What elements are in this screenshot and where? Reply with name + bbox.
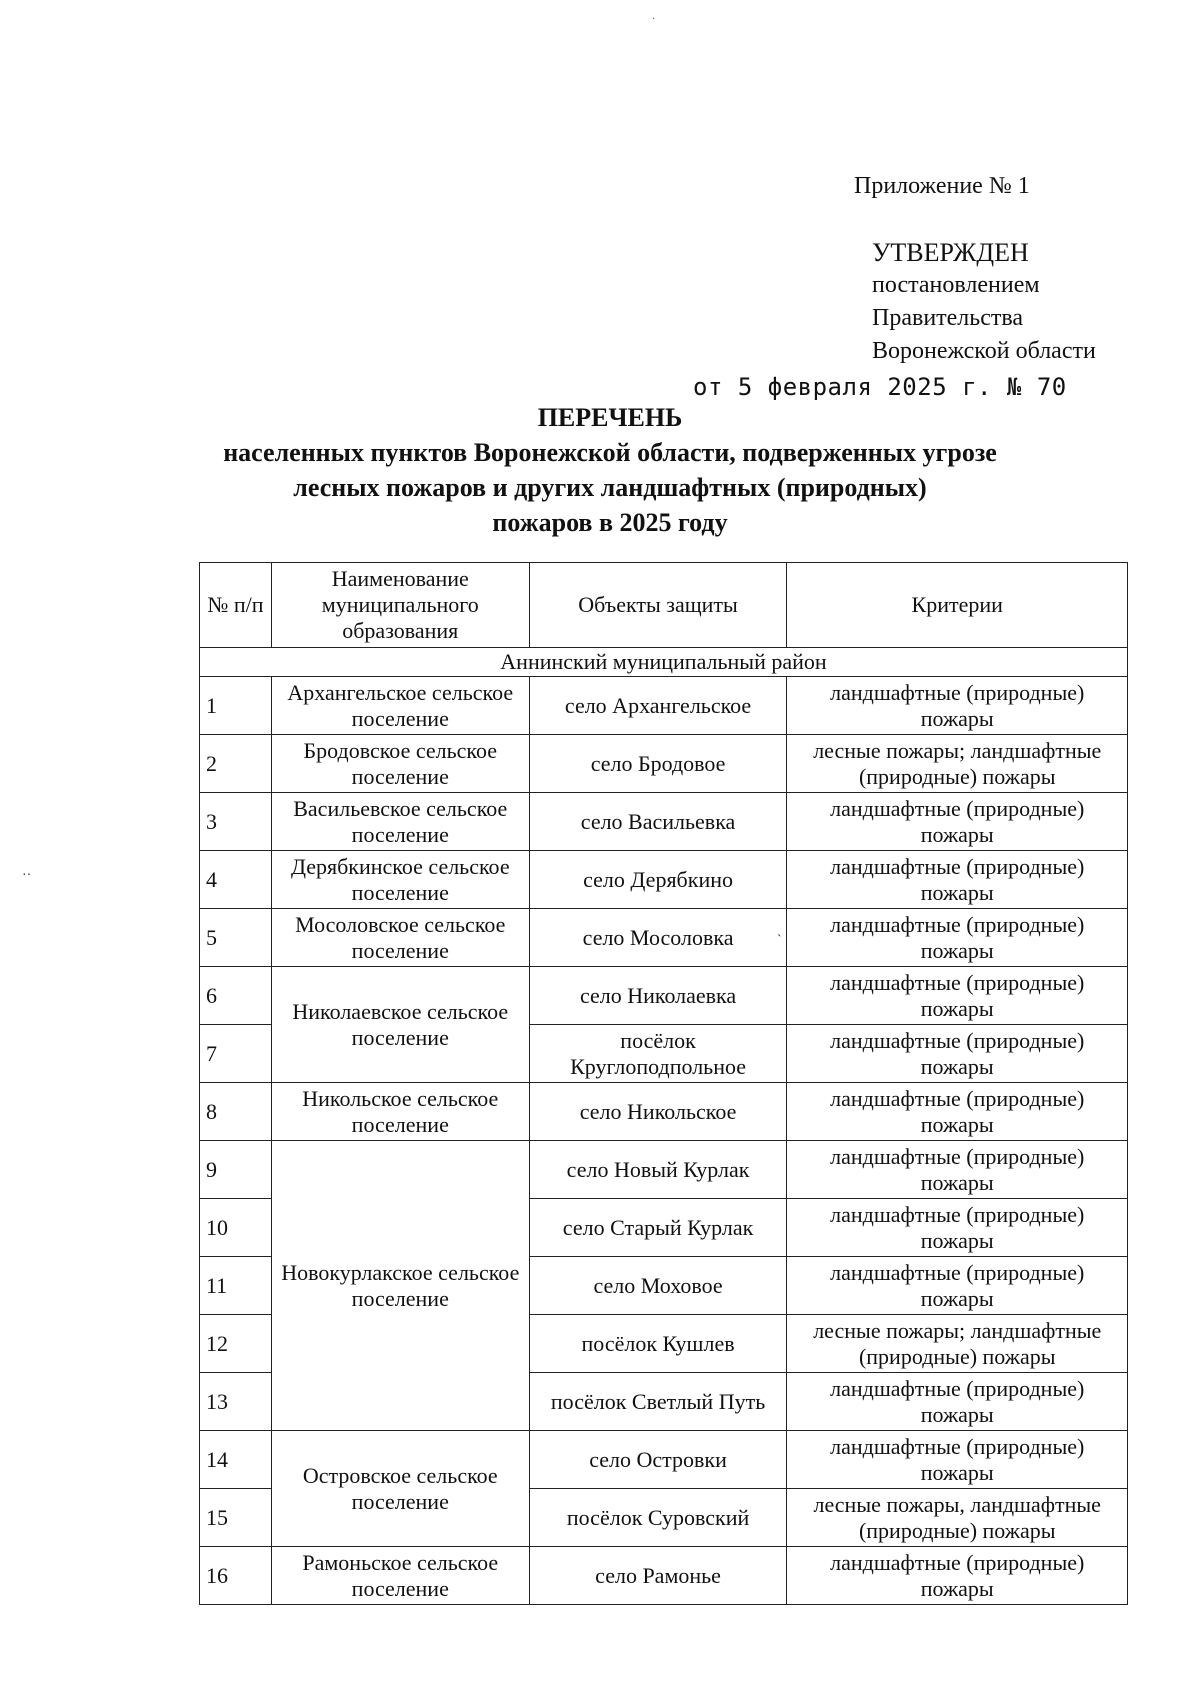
row-number: 15 xyxy=(200,1489,272,1547)
protected-object: село Дерябкино xyxy=(529,851,787,909)
document-title xyxy=(160,400,1060,540)
row-number: 16 xyxy=(200,1547,272,1605)
table-row xyxy=(200,1547,1128,1605)
municipality-name: Никольское сельское поселение xyxy=(271,1083,529,1141)
fire-criteria: ландшафтные (природные) пожары xyxy=(787,1141,1128,1199)
protected-object: посёлок Круглоподпольное xyxy=(529,1025,787,1083)
row-number: 13 xyxy=(200,1373,272,1431)
municipality-name: Архангельское сельское поселение xyxy=(271,677,529,735)
protected-object: село Мосоловка xyxy=(529,909,787,967)
district-name: Аннинский муниципальный район xyxy=(200,648,1128,677)
protected-object: село Островки xyxy=(529,1431,787,1489)
protected-object: село Васильевка xyxy=(529,793,787,851)
table-row xyxy=(200,1141,1128,1199)
protected-object: село Рамонье xyxy=(529,1547,787,1605)
municipality-name: Островское сельское поселение xyxy=(271,1431,529,1547)
municipality-name: Николаевское сельское поселение xyxy=(271,967,529,1083)
row-number: 11 xyxy=(200,1257,272,1315)
row-number: 9 xyxy=(200,1141,272,1199)
table-row xyxy=(200,793,1128,851)
protected-object: село Бродовое xyxy=(529,735,787,793)
protected-object: посёлок Суровский xyxy=(529,1489,787,1547)
approval-date-stamp: от 5 февраля 2025 г. № 70 xyxy=(693,373,1067,401)
district-row xyxy=(200,648,1128,677)
settlements-table xyxy=(199,562,1128,1605)
approval-line: постановлением xyxy=(872,272,1040,298)
protected-object: село Никольское xyxy=(529,1083,787,1141)
table-row xyxy=(200,1083,1128,1141)
row-number: 7 xyxy=(200,1025,272,1083)
protected-object: посёлок Кушлев xyxy=(529,1315,787,1373)
scan-mark: ` xyxy=(777,933,782,948)
protected-object: село Старый Курлак xyxy=(529,1199,787,1257)
municipality-name: Бродовское сельское поселение xyxy=(271,735,529,793)
approval-line: Воронежской области xyxy=(872,338,1096,364)
protected-object: посёлок Светлый Путь xyxy=(529,1373,787,1431)
municipality-name: Васильевское сельское поселение xyxy=(271,793,529,851)
appendix-label: Приложение № 1 xyxy=(854,173,1030,199)
title-main: ПЕРЕЧЕНЬ xyxy=(537,403,683,432)
row-number: 1 xyxy=(200,677,272,735)
row-number: 6 xyxy=(200,967,272,1025)
fire-criteria: ландшафтные (природные) пожары xyxy=(787,967,1128,1025)
row-number: 3 xyxy=(200,793,272,851)
fire-criteria: ландшафтные (природные) пожары xyxy=(787,1431,1128,1489)
fire-criteria: ландшафтные (природные) пожары xyxy=(787,1199,1128,1257)
fire-criteria: ландшафтные (природные) пожары xyxy=(787,1083,1128,1141)
row-number: 14 xyxy=(200,1431,272,1489)
municipality-name: Рамоньское сельское поселение xyxy=(271,1547,529,1605)
municipality-name: Новокурлакское сельское поселение xyxy=(271,1141,529,1431)
municipality-name: Дерябкинское сельское поселение xyxy=(271,851,529,909)
fire-criteria: ландшафтные (природные) пожары xyxy=(787,793,1128,851)
table-row xyxy=(200,1431,1128,1489)
fire-criteria: ландшафтные (природные) пожары xyxy=(787,851,1128,909)
fire-criteria: ландшафтные (природные) пожары xyxy=(787,1025,1128,1083)
column-header-criteria: Критерии xyxy=(787,563,1128,648)
row-number: 10 xyxy=(200,1199,272,1257)
fire-criteria: лесные пожары; ландшафтные (природные) пожары xyxy=(787,1315,1128,1373)
table-body xyxy=(200,648,1128,1605)
row-number: 2 xyxy=(200,735,272,793)
table-row xyxy=(200,967,1128,1025)
row-number: 8 xyxy=(200,1083,272,1141)
column-header-number: № п/п xyxy=(200,563,272,648)
table-row xyxy=(200,735,1128,793)
fire-criteria: ландшафтные (природные) пожары xyxy=(787,1373,1128,1431)
approval-block xyxy=(872,236,1096,368)
scan-mark: ·· xyxy=(22,868,32,883)
row-number: 4 xyxy=(200,851,272,909)
table-row xyxy=(200,909,1128,967)
table-row xyxy=(200,677,1128,735)
approved-label: УТВЕРЖДЕН xyxy=(872,238,1029,267)
municipality-name: Мосоловское сельское поселение xyxy=(271,909,529,967)
row-number: 12 xyxy=(200,1315,272,1373)
protected-object: село Архангельское xyxy=(529,677,787,735)
fire-criteria: ландшафтные (природные) пожары xyxy=(787,1547,1128,1605)
protected-object: село Николаевка xyxy=(529,967,787,1025)
fire-criteria: лесные пожары; ландшафтные (природные) пожары xyxy=(787,735,1128,793)
scan-mark: · xyxy=(652,14,656,25)
fire-criteria: ландшафтные (природные) пожары xyxy=(787,677,1128,735)
title-line: пожаров в 2025 году xyxy=(492,508,728,537)
title-line: населенных пунктов Воронежской области, подверженных угрозе xyxy=(223,438,997,467)
title-line: лесных пожаров и других ландшафтных (природных) xyxy=(293,473,927,502)
column-header-municipality: Наименование муниципального образования xyxy=(271,563,529,648)
fire-criteria: ландшафтные (природные) пожары xyxy=(787,1257,1128,1315)
protected-object: село Моховое xyxy=(529,1257,787,1315)
fire-criteria: лесные пожары, ландшафтные (природные) пожары xyxy=(787,1489,1128,1547)
table-row xyxy=(200,851,1128,909)
protected-object: село Новый Курлак xyxy=(529,1141,787,1199)
table-header-row xyxy=(200,563,1128,648)
row-number: 5 xyxy=(200,909,272,967)
column-header-objects: Объекты защиты xyxy=(529,563,787,648)
fire-criteria: ландшафтные (природные) пожары xyxy=(787,909,1128,967)
approval-line: Правительства xyxy=(872,305,1024,331)
